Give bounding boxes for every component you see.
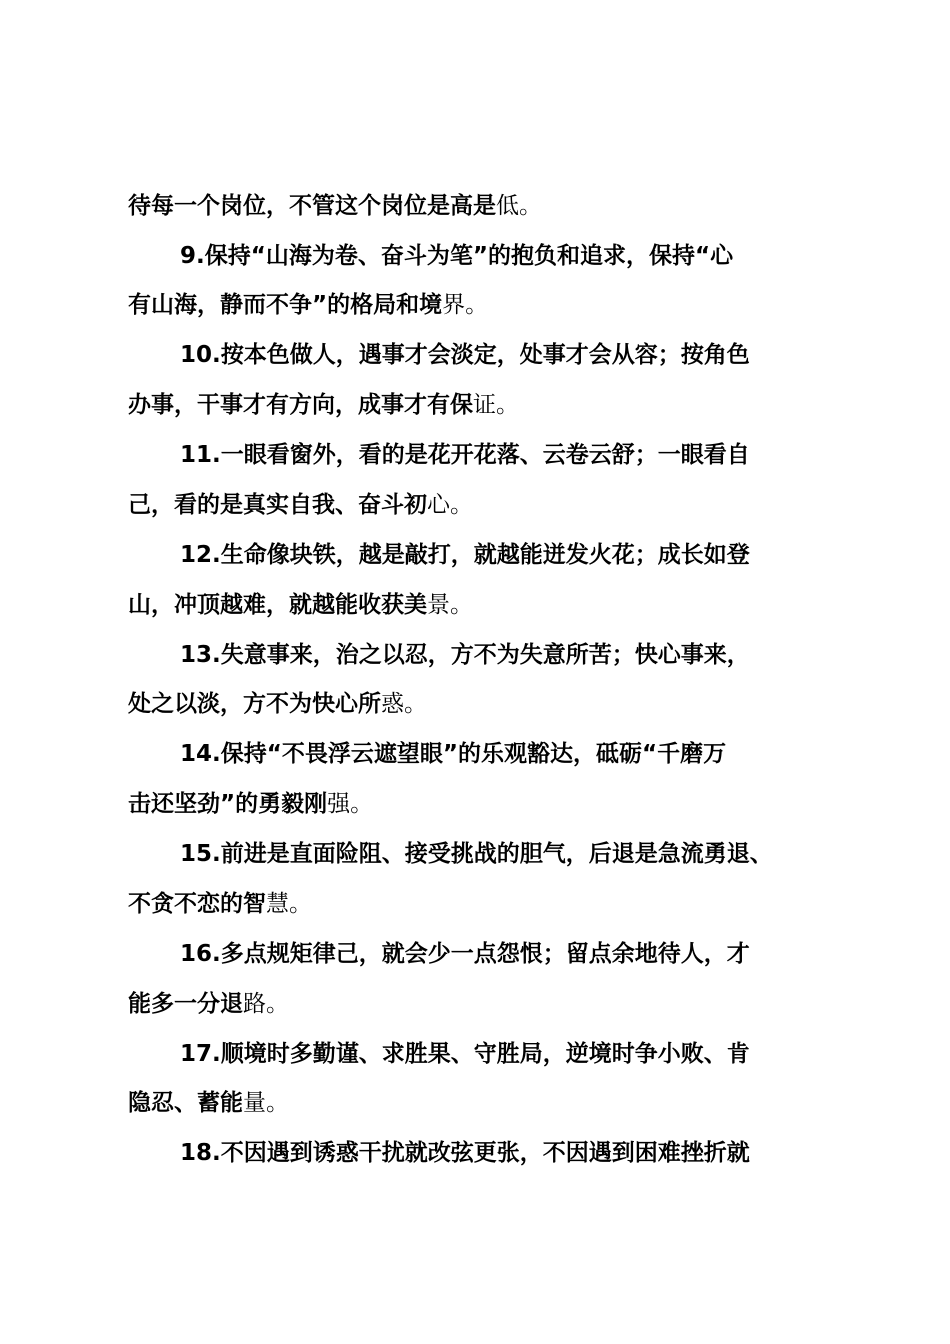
bold-text: 击还坚劲”的勇毅刚 xyxy=(128,791,328,817)
item-16-line-1 xyxy=(180,939,750,969)
normal-text: 界。 xyxy=(442,292,489,318)
text-line xyxy=(128,191,542,221)
bold-text: 15.前进是直面险阻、接受挑战的胆气，后退是急流勇退、 xyxy=(180,841,773,867)
normal-text: 证。 xyxy=(473,392,519,418)
bold-text: 18.不因遇到诱惑干扰就改弦更张，不因遇到困难挫折就 xyxy=(180,1140,750,1166)
bold-text: 16.多点规矩律己，就会少一点怨恨；留点余地待人，才 xyxy=(180,941,750,967)
bold-text: 17.顺境时多勤谨、求胜果、守胜局，逆境时争小败、肯 xyxy=(180,1041,750,1067)
bold-text: 待每一个岗位，不管这个岗位是高是 xyxy=(128,193,496,219)
bold-text: 13.失意事来，治之以忍，方不为失意所苦；快心事来， xyxy=(180,642,750,668)
normal-text: 量。 xyxy=(243,1090,289,1116)
item-16-line-2 xyxy=(128,989,289,1019)
item-11-line-2 xyxy=(128,490,473,520)
bold-text: 12.生命像块铁，越是敲打，就越能迸发火花；成长如登 xyxy=(180,542,750,568)
item-12-line-1 xyxy=(180,540,750,570)
bold-text: 11.一眼看窗外，看的是花开花落、云卷云舒；一眼看自 xyxy=(180,442,750,468)
item-13-line-1 xyxy=(180,640,750,670)
item-12-line-2 xyxy=(128,590,473,620)
bold-text: 办事，干事才有方向，成事才有保 xyxy=(128,392,473,418)
normal-text: 路。 xyxy=(243,991,289,1017)
normal-text: 惑。 xyxy=(381,691,427,717)
normal-text: 强。 xyxy=(327,791,374,817)
bold-text: 不贪不恋的智 xyxy=(128,891,266,917)
bold-text: 14.保持“不畏浮云遮望眼”的乐观豁达，砥砺“千磨万 xyxy=(180,741,727,767)
bold-text: 10.按本色做人，遇事才会淡定，处事才会从容；按角色 xyxy=(180,342,750,368)
item-17-line-1 xyxy=(180,1039,750,1069)
bold-text: 山，冲顶越难，就越能收获美 xyxy=(128,592,427,618)
bold-text: 处之以淡，方不为快心所 xyxy=(128,691,381,717)
normal-text: 慧。 xyxy=(266,891,312,917)
normal-text: 低。 xyxy=(496,193,542,219)
bold-text: 隐忍、蓄能 xyxy=(128,1090,243,1116)
item-15-line-2 xyxy=(128,889,312,919)
item-9-line-1 xyxy=(180,241,733,271)
bold-text: 己，看的是真实自我、奋斗初 xyxy=(128,492,427,518)
item-14-line-1 xyxy=(180,739,726,769)
normal-text: 景。 xyxy=(427,592,473,618)
bold-text: 有山海，静而不争”的格局和境 xyxy=(128,292,443,318)
item-9-line-2 xyxy=(128,290,488,320)
item-13-line-2 xyxy=(128,689,427,719)
item-14-line-2 xyxy=(128,789,373,819)
item-17-line-2 xyxy=(128,1088,289,1118)
item-11-line-1 xyxy=(180,440,750,470)
bold-text: 能多一分退 xyxy=(128,991,243,1017)
item-15-line-1 xyxy=(180,839,773,869)
item-10-line-2 xyxy=(128,390,519,420)
item-10-line-1 xyxy=(180,340,750,370)
item-18-line-1 xyxy=(180,1138,750,1168)
normal-text: 心。 xyxy=(427,492,473,518)
bold-text: 9.保持“山海为卷、奋斗为笔”的抱负和追求，保持“心 xyxy=(180,243,734,269)
